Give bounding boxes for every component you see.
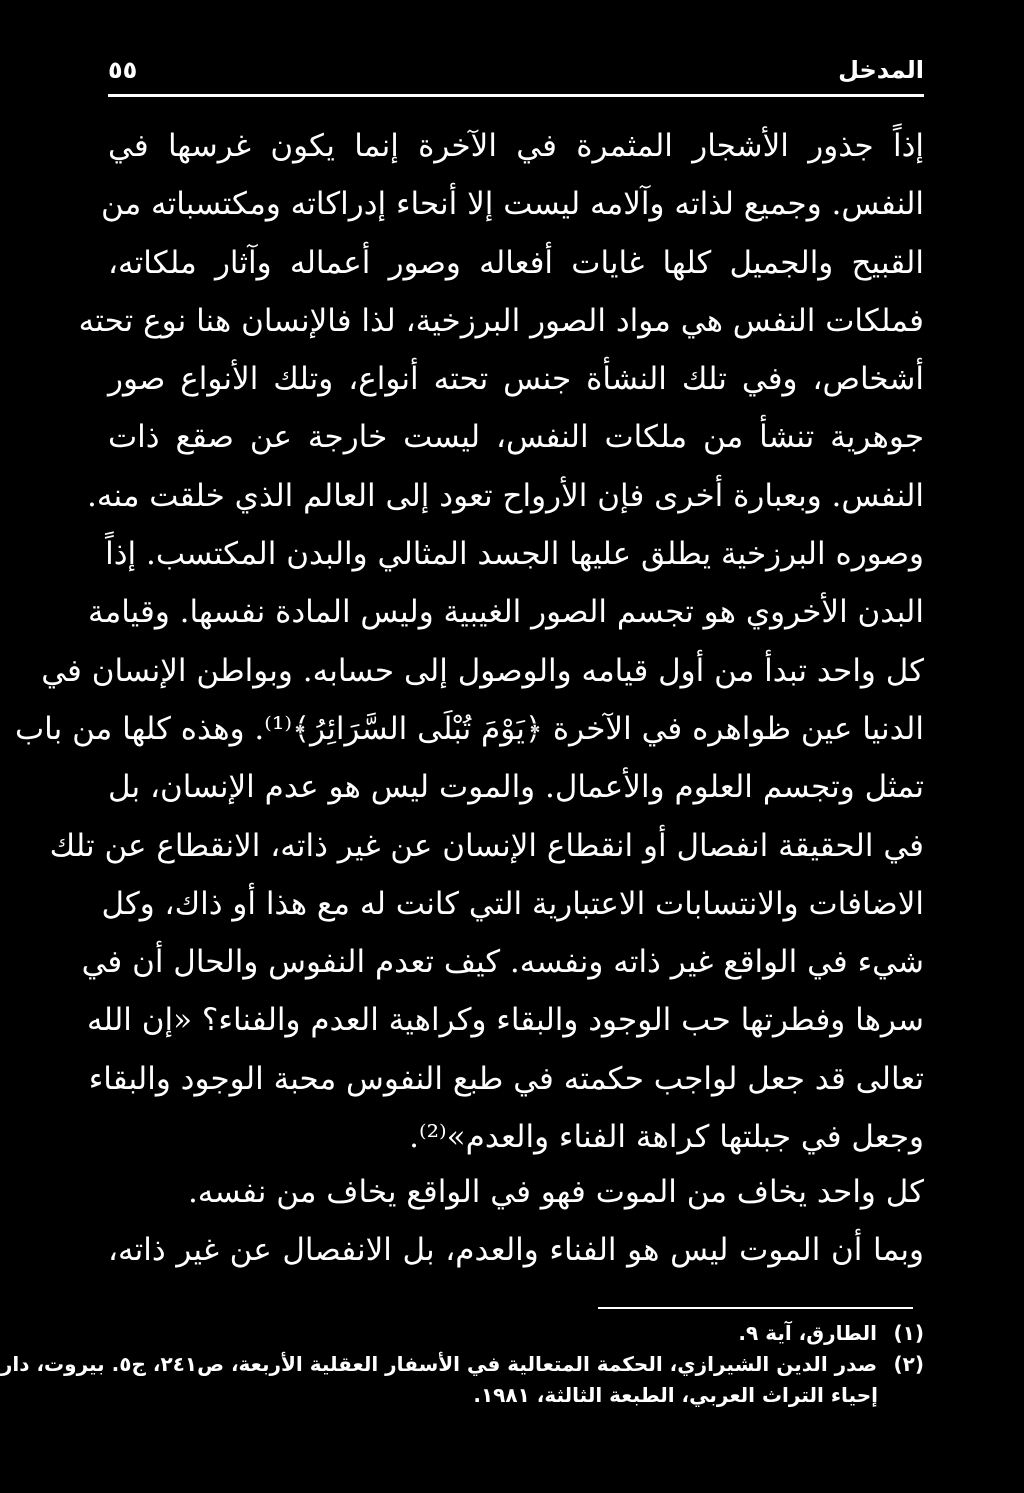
page-number: ٥٥	[108, 56, 138, 84]
footnote-number: (٢)	[893, 1352, 924, 1376]
main-paragraph	[14, 117, 924, 1166]
footnotes	[0, 1318, 924, 1411]
text-line: أشخاص، وفي تلك النشأة جنس تحته أنواع، وتلك الأنواع صور	[108, 361, 924, 398]
text-line: النفس. وجميع لذاته وآلامه ليست إلا أنحاء إدراكاته ومكتسباته من	[101, 186, 924, 223]
footnote-text: الطارق، آية ٩.	[738, 1321, 878, 1345]
running-title: المدخل	[838, 56, 924, 84]
footnote-number: (١)	[893, 1321, 924, 1345]
footnote-separator	[598, 1307, 913, 1309]
footnote-2-continuation: إحياء التراث العربي، الطبعة الثالثة، ١٩٨١.	[473, 1383, 878, 1407]
text-line: كل واحد تبدأ من أول قيامه والوصول إلى حسابه. وبواطن الإنسان في	[41, 652, 924, 689]
text-line: كل واحد يخاف من الموت فهو في الواقع يخاف من نفسه.	[187, 1174, 924, 1210]
text-line: تعالى قد جعل لواجب حكمته في طبع النفوس محبة الوجود والبقاء	[88, 1060, 924, 1097]
text-line: وبما أن الموت ليس هو الفناء والعدم، بل الانفصال عن غير ذاته،	[108, 1232, 924, 1269]
text-line: إذاً جذور الأشجار المثمرة في الآخرة إنما يكون غرسها في	[108, 128, 924, 164]
quotation-end-line: وجعل في جبلتها كراهة الفناء والعدم»⁽²⁾.	[409, 1119, 924, 1156]
text-line: فملكات النفس هي مواد الصور البرزخية، لذا فالإنسان هنا نوع تحته	[78, 302, 924, 339]
text-line: سرها وفطرتها حب الوجود والبقاء وكراهية العدم والفناء؟ «إن الله	[86, 1002, 924, 1039]
footnote-text: صدر الدين الشيرازي، الحكمة المتعالية في الأسفار العقلية الأربعة، ص٢٤١، ج٥. بيروت، دار	[0, 1352, 878, 1376]
text-line: في الحقيقة انفصال أو انقطاع الإنسان عن غير ذاته، الانقطاع عن تلك	[49, 827, 924, 864]
quran-verse-line: الدنيا عين ظواهره في الآخرة ﴿يَوْمَ تُبْلَى السَّرَائِرُ﴾⁽¹⁾. وهذه كلها من باب	[14, 710, 924, 747]
second-paragraph	[108, 1163, 924, 1280]
text-line: النفس. وبعبارة أخرى فإن الأرواح تعود إلى العالم الذي خلقت منه.	[86, 477, 924, 514]
header-rule	[108, 94, 924, 97]
text-line: جوهرية تنشأ من ملكات النفس، ليست خارجة عن صقع ذات	[108, 419, 924, 456]
text-line: شيء في الواقع غير ذاته ونفسه. كيف تعدم النفوس والحال أن في	[81, 944, 924, 981]
text-line: الاضافات والانتسابات الاعتبارية التي كانت له مع هذا أو ذاك، وكل	[101, 885, 924, 922]
text-line: وصوره البرزخية يطلق عليها الجسد المثالي والبدن المكتسب. إذاً	[105, 536, 924, 573]
footnote-2	[0, 1349, 924, 1380]
footnote-1	[108, 1318, 924, 1349]
page-header	[108, 50, 924, 90]
text-line: تمثل وتجسم العلوم والأعمال. والموت ليس هو عدم الإنسان، بل	[108, 769, 924, 806]
text-line: البدن الأخروي هو تجسم الصور الغيبية وليس المادة نفسها. وقيامة	[88, 594, 924, 631]
text-line: القبيح والجميل كلها غايات أفعاله وصور أعماله وآثار ملكاته،	[108, 244, 924, 281]
